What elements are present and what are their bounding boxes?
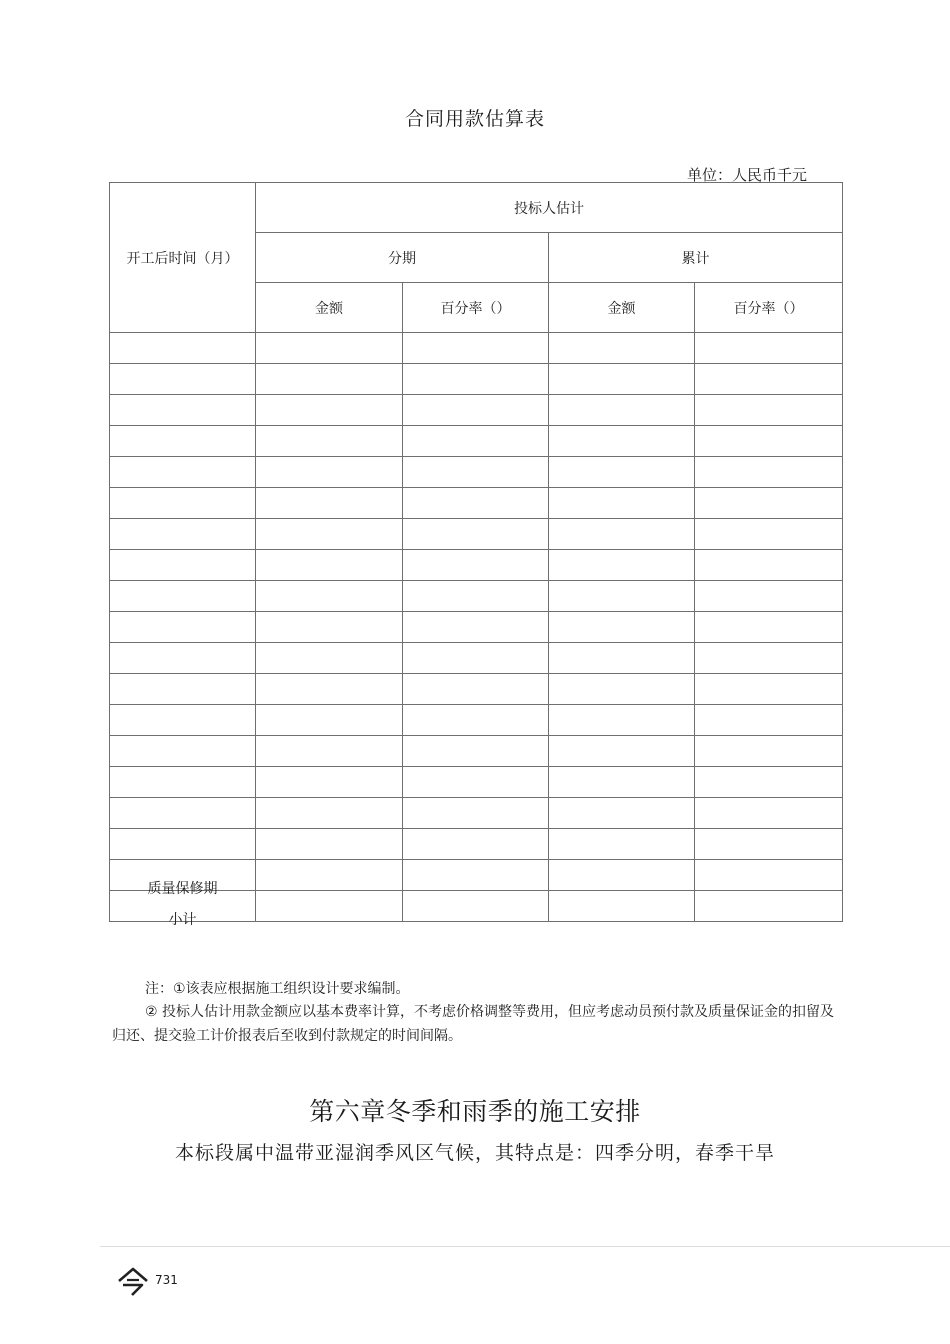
warranty-row [110, 860, 843, 891]
table-cell [110, 705, 256, 736]
note-1: 注：①该表应根据施工组织设计要求编制。 [145, 981, 410, 997]
table-cell [403, 426, 549, 457]
table-cell [110, 612, 256, 643]
table-cell [256, 767, 403, 798]
table-cell [549, 457, 695, 488]
table-cell [110, 488, 256, 519]
table-cell [403, 457, 549, 488]
table-row [110, 457, 843, 488]
table-cell [549, 581, 695, 612]
chapter-heading: 第六章冬季和雨季的施工安排 [309, 1097, 641, 1126]
table-cell [695, 643, 843, 674]
table-cell [256, 643, 403, 674]
table-cell [695, 333, 843, 364]
subtotal-row [110, 891, 843, 922]
table-cell [403, 488, 549, 519]
table-row [110, 581, 843, 612]
installment-amount-header: 金额 [256, 283, 403, 333]
table-cell [256, 612, 403, 643]
table-cell [549, 395, 695, 426]
table-cell [403, 581, 549, 612]
cumulative-header: 累计 [549, 233, 843, 283]
table-row [110, 674, 843, 705]
footer-divider [100, 1246, 950, 1247]
table-cell [549, 767, 695, 798]
table-cell [110, 829, 256, 860]
table-cell [110, 426, 256, 457]
table-cell [256, 705, 403, 736]
table-cell [549, 612, 695, 643]
table-row [110, 395, 843, 426]
table-cell [403, 612, 549, 643]
table-cell [256, 488, 403, 519]
table-cell [549, 550, 695, 581]
table-cell [256, 798, 403, 829]
bidder-estimate-header: 投标人估计 [256, 183, 843, 233]
table-cell [549, 643, 695, 674]
table-cell [695, 674, 843, 705]
table-cell [256, 674, 403, 705]
table-cell [256, 364, 403, 395]
table-cell [256, 860, 403, 891]
table-row [110, 705, 843, 736]
table-cell [256, 581, 403, 612]
table-cell [403, 519, 549, 550]
header-row-1 [110, 183, 843, 233]
table-cell [256, 829, 403, 860]
table-cell [110, 736, 256, 767]
table-cell [549, 705, 695, 736]
table-cell [695, 798, 843, 829]
table-cell [549, 736, 695, 767]
table-cell [403, 333, 549, 364]
table-cell [110, 798, 256, 829]
table-row [110, 736, 843, 767]
table-cell [695, 457, 843, 488]
cumulative-percent-header: 百分率（） [695, 283, 843, 333]
month-column-header: 开工后时间（月） [110, 183, 256, 333]
table-cell [403, 674, 549, 705]
table-cell [256, 395, 403, 426]
table-cell [695, 705, 843, 736]
table-cell [403, 364, 549, 395]
table-cell [695, 426, 843, 457]
table-cell [110, 519, 256, 550]
table-row [110, 767, 843, 798]
body-paragraph: 本标段属中温带亚湿润季风区气候，其特点是：四季分明，春季干旱 [174, 1142, 775, 1164]
table-cell [110, 581, 256, 612]
table-cell [695, 550, 843, 581]
table-cell [403, 705, 549, 736]
table-row [110, 829, 843, 860]
payment-estimate-table [109, 182, 843, 928]
table-row [110, 333, 843, 364]
table-row [110, 798, 843, 829]
table-cell [110, 550, 256, 581]
table-cell [403, 550, 549, 581]
table-cell [110, 333, 256, 364]
table-cell [403, 767, 549, 798]
table-cell [549, 829, 695, 860]
table-row [110, 364, 843, 395]
table-cell [695, 364, 843, 395]
page-number: 731 [155, 1273, 178, 1287]
table-cell [256, 550, 403, 581]
table-cell [695, 581, 843, 612]
table-body [110, 333, 843, 860]
table-cell [695, 395, 843, 426]
table-cell [549, 426, 695, 457]
table-cell [256, 457, 403, 488]
installment-percent-header: 百分率（） [403, 283, 549, 333]
document-title: 合同用款估算表 [404, 108, 545, 130]
installment-header: 分期 [256, 233, 549, 283]
table-row [110, 643, 843, 674]
table-cell [110, 767, 256, 798]
table-cell [549, 519, 695, 550]
table-cell [695, 612, 843, 643]
table-row [110, 426, 843, 457]
table-cell [549, 488, 695, 519]
table-cell [403, 860, 549, 891]
table-cell [549, 891, 695, 922]
table-cell [110, 457, 256, 488]
table-row [110, 612, 843, 643]
table-cell [695, 829, 843, 860]
unit-label: 单位：人民币千元 [686, 166, 807, 184]
table-cell [110, 643, 256, 674]
table-row [110, 488, 843, 519]
cumulative-amount-header: 金额 [549, 283, 695, 333]
table-cell [403, 736, 549, 767]
table-cell [549, 333, 695, 364]
table-row [110, 519, 843, 550]
table-cell [695, 767, 843, 798]
table-cell [110, 364, 256, 395]
table-row [110, 550, 843, 581]
note-2: ② 投标人估计用款金额应以基本费率计算，不考虑价格调整等费用，但应考虑动员预付款及质量保证金的扣留及归还、提交验工计价报表后至收到付款规定的时间间隔。 [112, 1004, 834, 1044]
table-cell [256, 519, 403, 550]
table-cell [403, 643, 549, 674]
warranty-label [110, 860, 256, 897]
table-cell [549, 674, 695, 705]
table-cell [549, 798, 695, 829]
table-cell [256, 891, 403, 922]
warranty-label-text: 质量保修期 [147, 881, 218, 897]
table-cell [403, 891, 549, 922]
table-cell [695, 860, 843, 891]
table-cell [110, 395, 256, 426]
table-cell [695, 736, 843, 767]
table-cell [695, 891, 843, 922]
table-cell [549, 364, 695, 395]
table-cell [256, 426, 403, 457]
table-cell [549, 860, 695, 891]
table-cell [256, 333, 403, 364]
subtotal-label-text: 小计 [168, 912, 197, 928]
table-cell [110, 674, 256, 705]
pen-logo-icon [116, 1266, 150, 1298]
table-cell [403, 798, 549, 829]
table-cell [403, 395, 549, 426]
table-cell [695, 488, 843, 519]
table-cell [403, 829, 549, 860]
table-cell [256, 736, 403, 767]
table-cell [695, 519, 843, 550]
